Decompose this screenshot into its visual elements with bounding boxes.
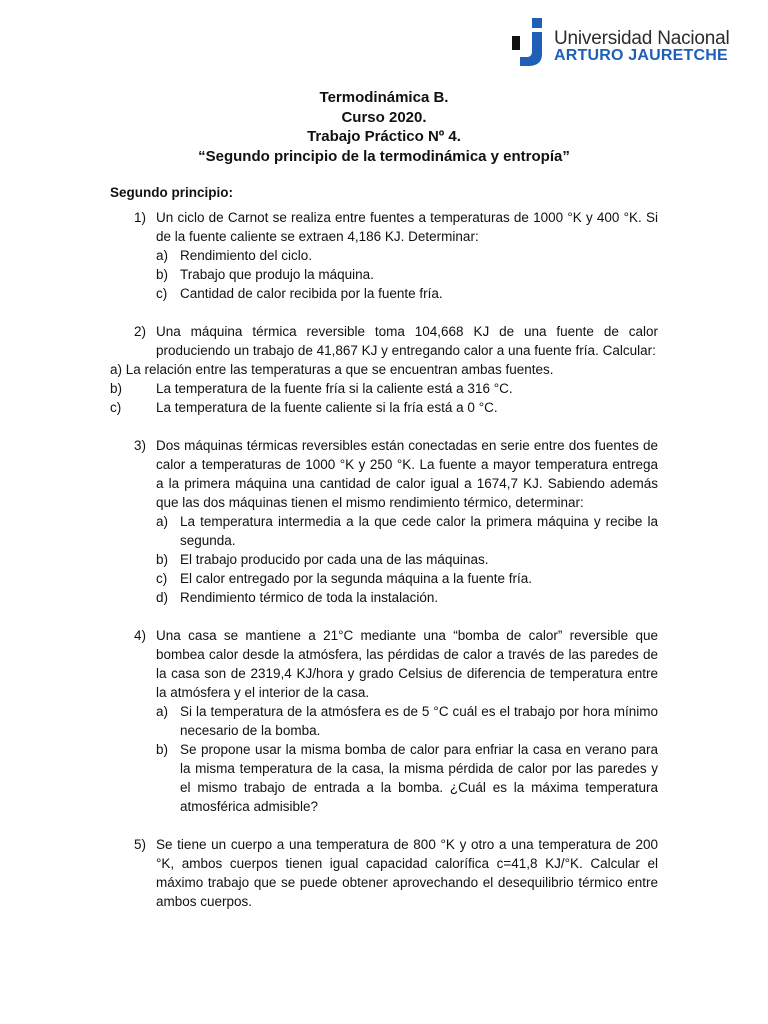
- exercise-4-item-b: [110, 740, 658, 816]
- exercise-text: Una máquina térmica reversible toma 104,668 KJ de una fuente de calor produciendo un trabajo de 41,867 KJ y entregando calor a una fuente fría. Calcular:: [156, 324, 658, 358]
- title-year: Curso 2020.: [341, 108, 427, 126]
- university-logo: [510, 18, 740, 68]
- logo-mark-icon: [510, 18, 550, 68]
- item-label: a): [156, 248, 169, 263]
- exercise-number: 1): [134, 210, 147, 225]
- item-label: b): [110, 381, 123, 396]
- item-text: Si la temperatura de la atmósfera es de 5 °C cuál es el trabajo por hora mínimo necesario de la bomba.: [180, 704, 658, 738]
- exercise-1-item-a: [110, 246, 658, 265]
- exercise-number: 5): [134, 837, 147, 852]
- exercise-2-item-c: [110, 398, 658, 417]
- exercise-3: [110, 436, 658, 512]
- item-text: La temperatura de la fuente fría si la caliente está a 316 °C.: [156, 381, 513, 396]
- item-text: Rendimiento térmico de toda la instalación.: [180, 590, 439, 605]
- item-text: Trabajo que produjo la máquina.: [180, 267, 374, 282]
- item-text: El trabajo producido por cada una de las máquinas.: [180, 552, 489, 567]
- item-text: Cantidad de calor recibida por la fuente fría.: [180, 286, 443, 301]
- exercise-1-item-c: [110, 284, 658, 303]
- exercise-text: Un ciclo de Carnot se realiza entre fuentes a temperaturas de 1000 °K y 400 °K. Si de la fuente caliente se extraen 4,186 KJ. Determinar:: [156, 210, 658, 244]
- exercise-3-item-d: [110, 588, 658, 607]
- item-text: Se propone usar la misma bomba de calor para enfriar la casa en verano para la misma temperatura de la casa, la misma pérdida de calor por las paredes y el mismo trabajo de entrada a la bomba. ¿Cuál es la máxima temperatura atmosférica admisible?: [180, 742, 658, 814]
- exercise-2: [110, 322, 658, 360]
- item-label: a): [156, 704, 169, 719]
- item-label: c): [156, 286, 168, 301]
- exercise-text: Se tiene un cuerpo a una temperatura de 800 °K y otro a una temperatura de 200 °K, ambos cuerpos tienen igual capacidad calorífica c=41,8 KJ/°K. Calcular el máximo trabajo que se puede obtener aprovechando el desequilibrio térmico entre ambos cuerpos.: [156, 837, 658, 909]
- item-text: Rendimiento del ciclo.: [180, 248, 313, 263]
- exercise-4: [110, 626, 658, 702]
- exercise-text: Dos máquinas térmicas reversibles están conectadas en serie entre dos fuentes de calor a temperaturas de 1000 °K y 250 °K. La fuente a mayor temperatura entrega a la primera máquina una cantidad de calor igual a 1674,7 KJ. Sabiendo además que las dos máquinas tienen el mismo rendimiento térmico, determinar:: [156, 438, 658, 510]
- item-label: d): [156, 590, 169, 605]
- exercise-number: 4): [134, 628, 147, 643]
- exercise-2-item-a: a) La relación entre las temperaturas a que se encuentran ambas fuentes.: [110, 362, 554, 377]
- title-assignment: Trabajo Práctico Nº 4.: [307, 128, 461, 145]
- section-heading: Segundo principio:: [110, 185, 233, 200]
- item-label: b): [156, 742, 169, 757]
- exercise-3-item-c: [110, 569, 658, 588]
- title-block: [0, 88, 768, 166]
- exercise-1-item-b: [110, 265, 658, 284]
- exercise-1: [110, 208, 658, 246]
- title-course-name: Termodinámica B.: [319, 89, 449, 106]
- item-label: b): [156, 552, 169, 567]
- item-label: b): [156, 267, 169, 282]
- item-text: El calor entregado por la segunda máquina a la fuente fría.: [180, 571, 532, 586]
- exercise-5: [110, 835, 658, 911]
- item-label: c): [110, 400, 122, 415]
- item-label: a): [156, 514, 169, 529]
- item-text: La temperatura intermedia a la que cede calor la primera máquina y recibe la segunda.: [180, 514, 658, 548]
- item-label: c): [156, 571, 168, 586]
- logo-line2: ARTURO JAURETCHE: [554, 47, 728, 64]
- exercise-3-item-a: [110, 512, 658, 550]
- item-text: La temperatura de la fuente caliente si la fría está a 0 °C.: [156, 400, 498, 415]
- exercise-2-item-b: [110, 379, 658, 398]
- exercise-text: Una casa se mantiene a 21°C mediante una “bomba de calor” reversible que bombea calor desde la atmósfera, las pérdidas de calor a través de las paredes de la casa son de 2319,4 KJ/hora y grado Celsius de diferencia de temperatura entre la atmósfera y el interior de la casa.: [156, 628, 658, 700]
- exercise-3-item-b: [110, 550, 658, 569]
- logo-line1: Universidad Nacional: [554, 28, 730, 49]
- exercise-number: 3): [134, 438, 147, 453]
- exercise-4-item-a: [110, 702, 658, 740]
- exercise-list: [110, 208, 658, 911]
- exercise-number: 2): [134, 324, 147, 339]
- title-topic: “Segundo principio de la termodinámica y entropía”: [198, 147, 570, 165]
